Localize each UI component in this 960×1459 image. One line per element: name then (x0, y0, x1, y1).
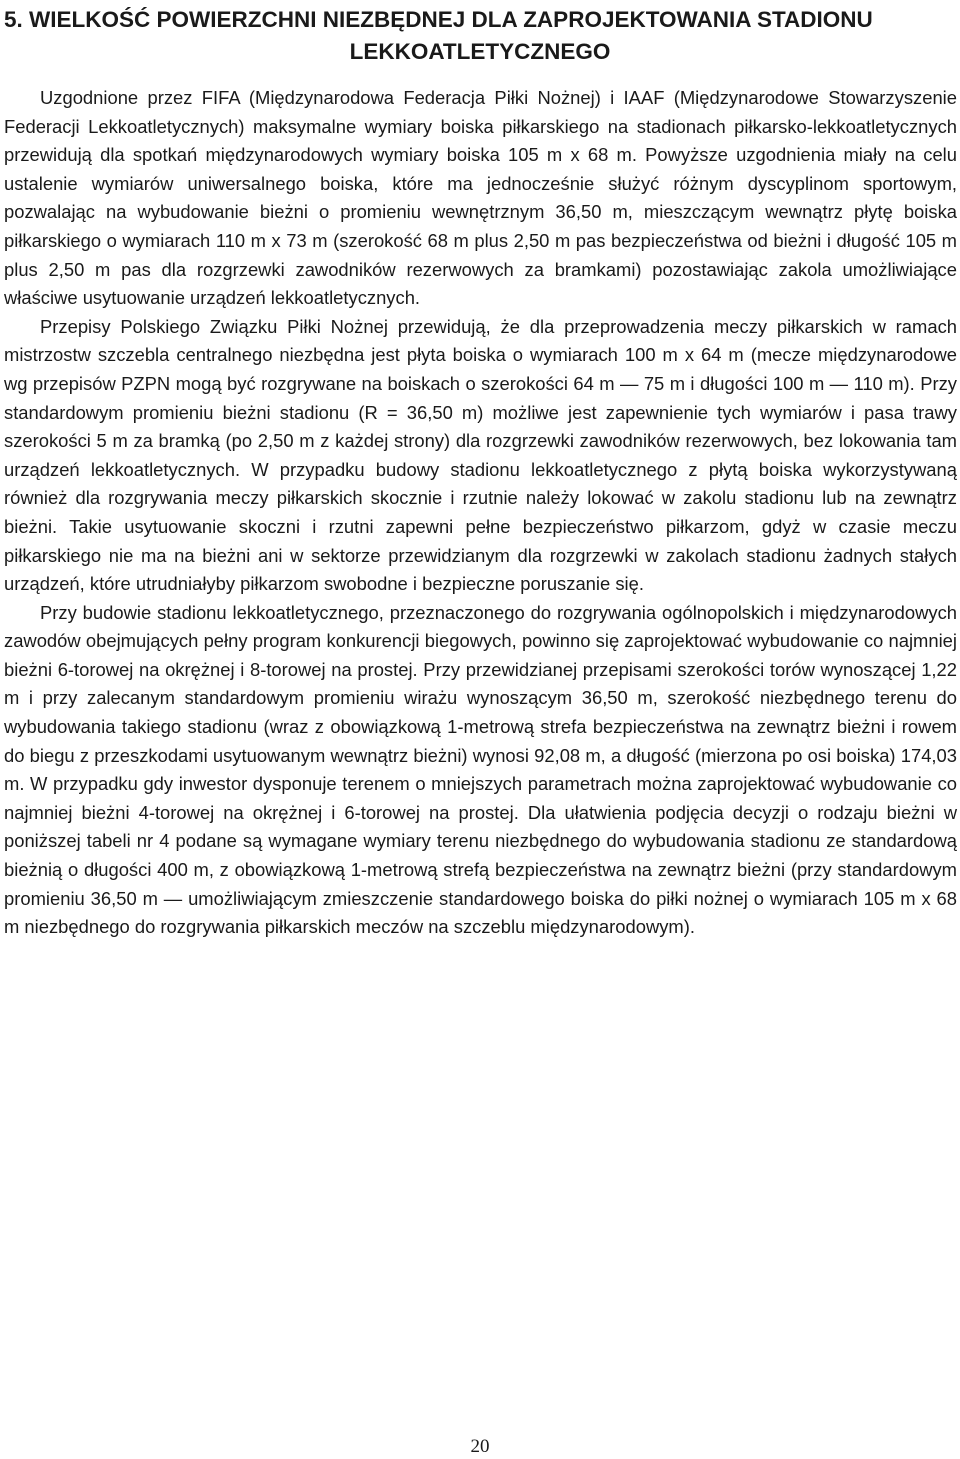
paragraph-fifa-iaaf-dimensions: Uzgodnione przez FIFA (Międzynarodowa Federacja Piłki Nożnej) i IAAF (Międzynarodowe Stowarzyszenie Federacji Lekkoatletycznych) maksymalne wymiary boiska piłkarskiego na stadionach piłkarsko-lekkoatletycznych przewidują dla spotkań międzynarodowych wymiary boiska 105 m x 68 m. Powyższe uzgodnienia miały na celu ustalenie wymiarów uniwersalnego boiska, które ma jednocześnie służyć różnym dyscyplinom sportowym, pozwalając na wybudowanie bieżni o promieniu wewnętrznym 36,50 m, mieszczącym wewnątrz płytę boiska piłkarskiego o wymiarach 110 m x 73 m (szerokość 68 m plus 2,50 m pas bezpieczeństwa od bieżni i długość 105 m plus 2,50 m pas dla rozgrzewki zawodników rezerwowych za bramkami) pozostawiając zakola umożliwiające właściwe usytuowanie urządzeń lekkoatletycznych. (4, 87, 957, 309)
body-text (4, 84, 957, 942)
paragraph-stadium-construction: Przy budowie stadionu lekkoatletycznego, przeznaczonego do rozgrywania ogólnopolskich i międzynarodowych zawodów obejmujących pełny program konkurencji biegowych, powinno się zaprojektować wybudowanie co najmniej bieżni 6-torowej na okrężnej i 8-torowej na prostej. Przy przewidzianej przepisami szerokości torów wynoszącej 1,22 m i przy zalecanym standardowym promieniu wirażu wynoszącym 36,50 m, szerokość niezbędnego terenu do wybudowania takiego stadionu (wraz z obowiązkową 1-metrową strefa bezpieczeństwa na zewnątrz bieżni i rowem do biegu z przeszkodami usytuowanym wewnątrz bieżni) wynosi 92,08 m, a długość (mierzona po osi boiska) 174,03 m. W przypadku gdy inwestor dysponuje terenem o mniejszych parametrach można zaprojektować wybudowanie co najmniej bieżni 4-torowej na okrężnej i 6-torowej na prostej. Dla ułatwienia podjęcia decyzji o rodzaju bieżni w poniższej tabeli nr 4 podane są wymagane wymiary terenu niezbędnego do wybudowania stadionu ze standardową bieżnią o długości 400 m, z obowiązkową 1-metrową strefą bezpieczeństwa na zewnątrz bieżni (przy standardowym promieniu 36,50 m — umożliwiającym zmieszczenie standardowego boiska do piłki nożnej o wymiarach 105 m x 68 m niezbędnego do rozgrywania piłkarskich meczów na szczeblu międzynarodowym). (4, 601, 957, 938)
section-heading (4, 4, 956, 68)
section-heading-line-1: 5. WIELKOŚĆ POWIERZCHNI NIEZBĘDNEJ DLA ZAPROJEKTOWANIA STADIONU (4, 7, 873, 32)
page-number: 20 (470, 1436, 490, 1457)
section-heading-line-2: LEKKOATLETYCZNEGO (349, 39, 611, 64)
paragraph-pzpn-regulations: Przepisy Polskiego Związku Piłki Nożnej przewidują, że dla przeprowadzenia meczy piłkarskich w ramach mistrzostw szczebla centralnego niezbędna jest płyta boiska o wymiarach 100 m x 64 m (mecze międzynarodowe wg przepisów PZPN mogą być rozgrywane na boiskach o szerokości 64 m — 75 m i długości 100 m — 110 m). Przy standardowym promieniu bieżni stadionu (R = 36,50 m) możliwe jest zapewnienie tych wymiarów i pasa trawy szerokości 5 m za bramką (po 2,50 m z każdej strony) dla rozgrzewki zawodników rezerwowych, bez lokowania tam urządzeń lekkoatletycznych. W przypadku budowy stadionu lekkoatletycznego z płytą boiska wykorzystywaną również dla rozgrywania meczy piłkarskich skocznie i rzutnie należy lokować w zakolu stadionu lub na zewnątrz bieżni. Takie usytuowanie skoczni i rzutni zapewni pełne bezpieczeństwo piłkarzom, gdyż w czasie meczu piłkarskiego nie ma na bieżni ani w sektorze przewidzianym dla rozgrzewki w zakolach stadionu żadnych stałych urządzeń, które utrudniałyby piłkarzom swobodne i bezpieczne poruszanie się. (4, 315, 957, 595)
